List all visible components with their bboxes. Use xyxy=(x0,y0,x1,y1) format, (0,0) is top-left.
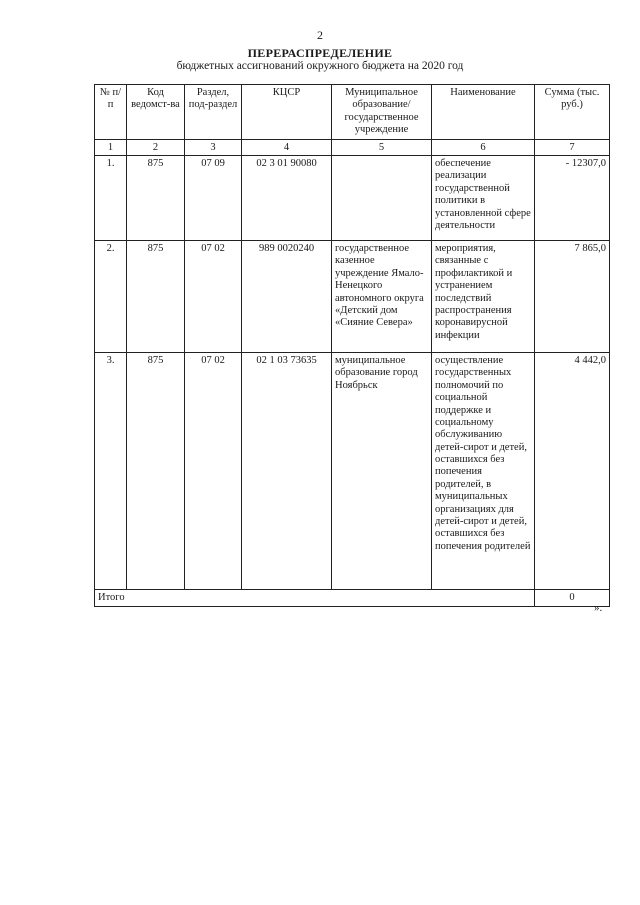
table-row xyxy=(95,156,610,241)
table-row xyxy=(95,241,610,353)
row-number: 1. xyxy=(95,156,127,241)
column-number: 5 xyxy=(332,140,432,156)
row-number: 3. xyxy=(95,353,127,590)
closing-quote-mark: ». xyxy=(594,602,603,614)
section-code: 07 02 xyxy=(185,353,242,590)
column-number-row xyxy=(95,140,610,156)
header-dept-code: Код ведомст-ва xyxy=(127,85,185,140)
institution: государственное казенное учреждение Ямало-Ненецкого автономного округа «Детский дом «Сияние Севера» xyxy=(332,241,432,353)
header-row xyxy=(95,85,610,140)
header-name: Наименование xyxy=(432,85,535,140)
dept-code: 875 xyxy=(127,156,185,241)
row-number: 2. xyxy=(95,241,127,353)
amount: 7 865,0 xyxy=(535,241,610,353)
total-row xyxy=(95,590,610,607)
header-kcsr: КЦСР xyxy=(242,85,332,140)
page-number: 2 xyxy=(317,28,323,42)
header-institution: Муниципальное образование/ государственное учреждение xyxy=(332,85,432,140)
header-num: № п/п xyxy=(95,85,127,140)
column-number: 3 xyxy=(185,140,242,156)
column-number: 6 xyxy=(432,140,535,156)
section-code: 07 02 xyxy=(185,241,242,353)
amount: 4 442,0 xyxy=(535,353,610,590)
expense-name: осуществление государственных полномочий по социальной поддержке и социальному обслуживанию детей-сирот и детей, оставшихся без попечения родителей, в муниципальных организациях для детей-сирот и детей, оставшихся без попечения родителей xyxy=(432,353,535,590)
column-number: 2 xyxy=(127,140,185,156)
expense-name: обеспечение реализации государственной политики в установленной сфере деятельности xyxy=(432,156,535,241)
document-title: ПЕРЕРАСПРЕДЕЛЕНИЕ xyxy=(247,46,393,60)
section-code: 07 09 xyxy=(185,156,242,241)
total-amount: 0 xyxy=(535,590,610,607)
expense-name: мероприятия, связанные с профилактикой и устранением последствий распространения коронавирусной инфекции xyxy=(432,241,535,353)
column-number: 7 xyxy=(535,140,610,156)
amount: - 12307,0 xyxy=(535,156,610,241)
column-number: 1 xyxy=(95,140,127,156)
kcsr-code: 02 3 01 90080 xyxy=(242,156,332,241)
header-amount: Сумма (тыс. руб.) xyxy=(535,85,610,140)
kcsr-code: 989 0020240 xyxy=(242,241,332,353)
dept-code: 875 xyxy=(127,241,185,353)
budget-table xyxy=(94,84,610,607)
institution xyxy=(332,156,432,241)
document-subtitle: бюджетных ассигнований окружного бюджета на 2020 год xyxy=(176,60,464,72)
table-row xyxy=(95,353,610,590)
institution: муниципальное образование город Ноябрьск xyxy=(332,353,432,590)
dept-code: 875 xyxy=(127,353,185,590)
kcsr-code: 02 1 03 73635 xyxy=(242,353,332,590)
header-section: Раздел, под-раздел xyxy=(185,85,242,140)
total-label: Итого xyxy=(95,590,535,607)
column-number: 4 xyxy=(242,140,332,156)
